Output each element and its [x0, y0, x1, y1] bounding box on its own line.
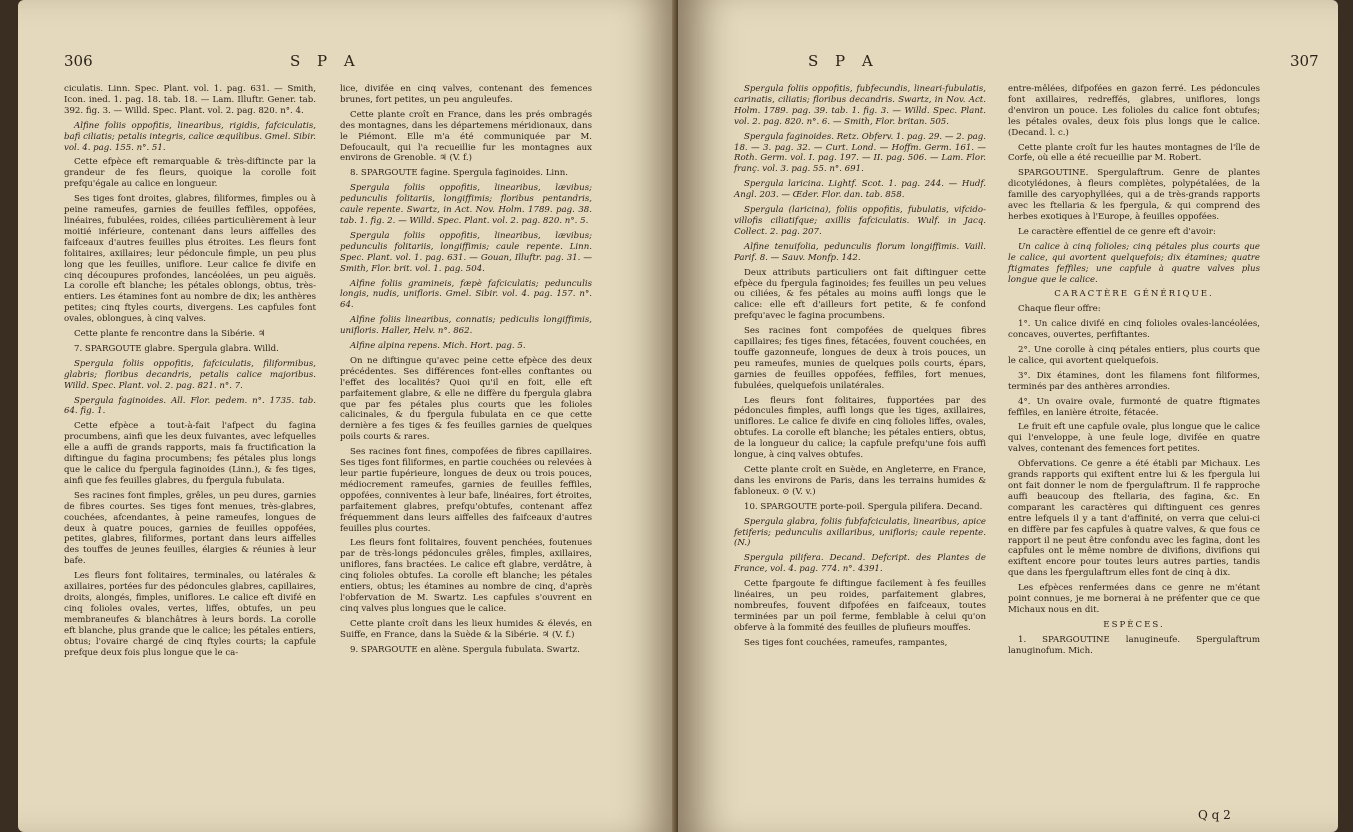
paragraph: Cette plante croît en Suède, en Angleterre, en France, dans les environs de Paris, dans les terrains humides & fabloneux. ⊙ (V. v.) [734, 465, 986, 497]
paragraph: Cette plante croît fur les hautes montagnes de l'île de Corfe, où elle a été recueillie par M. Robert. [1008, 142, 1260, 164]
paragraph: Le caractère effentiel de ce genre eft d'avoir: [1018, 226, 1216, 237]
text-column-left-1 [64, 84, 316, 662]
paragraph: Alfine foliis oppofitis, linearibus, rigidis, fafciculatis, bafi ciliatis; petalis integris, calice æquilibus. Gmel. Sibir. vol. 4. pag. 155. n°. 51. [64, 120, 316, 153]
paragraph: Spergula faginoides. Retz. Obferv. 1. pag. 29. — 2. pag. 18. — 3. pag. 32. — Curt. Lond. — Hoffm. Germ. 161. — Roth. Germ. vol. I. pag. 197. — II. pag. 506. — Lam. Flor. franç. vol. 3. pag. 55. n°. 691. [734, 131, 986, 175]
text-column-left-2 [340, 84, 592, 660]
running-head: S P A [290, 52, 361, 70]
paragraph: Alfine foliis linearibus, connatis; pediculis longiffimis, unifloris. Haller, Helv. n°. 862. [340, 315, 592, 337]
right-page [678, 0, 1338, 832]
paragraph: Alfine alpina repens. Mich. Hort. pag. 5. [350, 341, 526, 352]
paragraph: Les fleurs font folitaires, terminales, ou latérales & axillaires, portées fur des pédoncules glabres, capillaires, droits, alongés, fimples, uniflores. Le calice eft divifé en cinq folioles ovales, vertes, liffes, obtufes, un peu membraneufes & blanchâtres à leurs bords. La corolle eft blanche, plus grande que le calice; les pétales entiers, obtus; l'ovaire chargé de cinq ftyles courts; la capfule prefque deux fois plus longue que le ca- [64, 571, 316, 658]
paragraph: On ne diftingue qu'avec peine cette efpèce des deux précédentes. Ses différences font-elles conftantes ou l'effet des localités? Quoi qu'il en foit, elle eft parfaitement glabre, & elle ne diffère du fpergula glabra que par fes pétales plus courts que les folioles calicinales, & du fpergula fubulata en ce que cette dernière a fes tiges & fes feuilles garnies de quelques poils courts & rares. [340, 355, 592, 443]
paragraph: 2°. Une corolle à cinq pétales entiers, plus courts que le calice, qui avortent quelquefois. [1008, 345, 1260, 366]
paragraph: ciculatis. Linn. Spec. Plant. vol. 1. pag. 631. — Smith, Icon. ined. 1. pag. 18. tab. 18. — Lam. Illuftr. Gener. tab. 392. fig. 3. — Willd. Spec. Plant. vol. 2. pag. 820. n°. 4. [64, 84, 316, 116]
paragraph: entre-mêlées, difpofées en gazon ferré. Les pédoncules font axillaires, redreffés, glabres, uniflores, longs d'environ un pouce. Les folioles du calice font obtufes; les pétales ovales, deux fois plus longs que le calice. (Decand. l. c.) [1008, 84, 1260, 138]
paragraph: Alfine tenuifolia, pedunculis florum longiffimis. Vaill. Parif. 8. — Sauv. Monfp. 142. [734, 241, 986, 263]
paragraph: SPARGOUTINE. Spergulaftrum. Genre de plantes dicotylédones, à fleurs complètes, polypétalées, de la famille des caryophyllées, qui a de très-grands rapports avec les ftellaria & les fpergula, & qui comprend des herbes exotiques à l'Europe, à feuilles oppofées. [1008, 168, 1260, 222]
paragraph: ESPÈCES. [1103, 619, 1165, 630]
paragraph: 3°. Dix étamines, dont les filamens font filiformes, terminés par des anthères arrondies. [1008, 370, 1260, 392]
left-page [18, 0, 678, 832]
paragraph: Spergula foliis oppofitis, linearibus, lævibus; pedunculis folitariis, longiffimis; caule repente. Linn. Spec. Plant. vol. 1. pag. 631. — Gouan, Illuftr. pag. 31. — Smith, Flor. brit. vol. 1. pag. 504. [340, 230, 592, 274]
signature-mark: Q q 2 [1198, 808, 1231, 822]
page-number: 306 [64, 52, 93, 70]
paragraph: Deux attributs particuliers ont fait diftinguer cette efpèce du fpergula faginoides; fes feuilles un peu velues ou ciliées, & fes pétales au moins auffi longs que le calice: elle eft d'ailleurs fort petite, & fe confond prefqu'avec le fagina procumbens. [734, 267, 986, 322]
paragraph: Le fruit eft une capfule ovale, plus longue que le calice qui l'enveloppe, à une feule loge, divifée en quatre valves, contenant des femences fort petites. [1008, 422, 1260, 455]
page-number: 307 [1290, 52, 1319, 70]
paragraph: 9. SPARGOUTE en alène. Spergula fubulata. Swartz. [350, 644, 580, 655]
paragraph: 7. SPARGOUTE glabre. Spergula glabra. Willd. [74, 343, 279, 354]
paragraph: 8. SPARGOUTE fagine. Spergula faginoides. Linn. [350, 168, 568, 179]
paragraph: Les fleurs font folitaires, fouvent penchées, foutenues par de très-longs pédoncules grêles, fimples, axillaires, uniflores, fans bractées. Le calice eft glabre, verdâtre, à cinq folioles obtufes. La corolle eft blanche; les pétales entiers, obtus; les étamines au nombre de cinq, d'après l'obfervation de M. Swartz. Les capfules s'ouvrent en cinq valves plus longues que le calice. [340, 538, 592, 614]
paragraph: Alfine foliis gramineis, fæpè fafciculatis; pedunculis longis, nudis, unifloris. Gmel. Sibir. vol. 4. pag. 157. n°. 64. [340, 278, 592, 311]
paragraph: Un calice à cinq folioles; cinq pétales plus courts que le calice, qui avortent quelquefois; dix étamines; quatre ftigmates feffiles; une capfule à quatre valves plus longue que le calice. [1008, 241, 1260, 285]
paragraph: Cette plante fe rencontre dans la Sibérie. ♃ [74, 329, 266, 340]
paragraph: Spergula foliis oppofitis, linearibus, lævibus; pedunculis folitariis, longiffimis; floribus pentandris, caule repente. Swartz, in Act. Nov. Holm. 1789. pag. 38. tab. 1. fig. 2. — Willd. Spec. Plant. vol. 2. pag. 820. n°. 5. [340, 183, 592, 226]
paragraph: Ses tiges font droites, glabres, filiformes, fimples ou à peine rameufes, garnies de feuilles feffiles, oppofées, linéaires, fubulées, roides, ciliées particulièrement à leur moitié inférieure, contenant dans leurs aiffelles des faifceaux d'autres feuilles plus étroites. Les fleurs font folitaires, axillaires; leur pédoncule fimple, un peu plus long que les feuilles, uniflore. Leur calice fe divife en cinq découpures profondes, lancéolées, un peu aiguës. La corolle eft blanche; les pétales oblongs, obtus, très-entiers. Les étamines font au nombre de dix; les anthères petites; cinq ftyles courts, divergens. Les capfules font ovales, oblongues, à cinq valves. [64, 194, 316, 325]
paragraph: Spergula laricina. Lightf. Scot. 1. pag. 244. — Hudf. Angl. 203. — Œder. Flor. dan. tab. 858. [734, 179, 986, 201]
paragraph: Spergula foliis oppofitis, fafciculatis, filiformibus, glabris; floribus decandris, petalis calice majoribus. Willd. Spec. Plant. vol. 2. pag. 821. n°. 7. [64, 358, 316, 391]
paragraph: CARACTÈRE GÉNÉRIQUE. [1054, 289, 1214, 300]
text-column-right-2 [1008, 84, 1260, 661]
paragraph: Cette efpèce eft remarquable & très-diftincte par la grandeur de fes fleurs, quoique la corolle foit prefqu'égale au calice en longueur. [64, 157, 316, 190]
paragraph: Obfervations. Ce genre a été établi par Michaux. Les grands rapports qui exiftent entre lui & les fpergula lui ont fait donner le nom de fpergulaftrum. Il fe rapproche auffi beaucoup des ftellaria, des fagina, &c. En comparant les caractères qui diftinguent ces genres entre lefquels il y a tant d'affinité, on verra que celui-ci en diffère par fes capfules à quatre valves, & que fous ce rapport il ne peut être confondu avec les fagina, dont les capfules ont le même nombre de divifions, divifions qui exiftent encore pour toutes leurs autres parties, tandis que dans les fpergulaftrum elles font de cinq à dix. [1008, 459, 1260, 579]
paragraph: Chaque fleur offre: [1018, 304, 1101, 315]
paragraph: Cette plante croît en France, dans les prés ombragés des montagnes, dans les départemens méridionaux, dans le Piémont. Elle m'a été communiquée par M. Defoucault, qui l'a recueillie fur les montagnes aux environs de Grenoble. ♃ (V. f.) [340, 109, 592, 164]
running-head: S P A [808, 52, 879, 70]
paragraph: 1. SPARGOUTINE lanugineufe. Spergulaftrum lanuginofum. Mich. [1008, 634, 1260, 656]
paragraph: Ses racines font compofées de quelques fibres capillaires; fes tiges fines, fétacées, fouvent couchées, en touffe gazonneufe, longues de deux à trois pouces, un peu rameufes, munies de quelques poils courts, épars, garnies de feuilles oppofées, feffiles, fort menues, fubulées, quelquefois unilatérales. [734, 326, 986, 391]
paragraph: Les efpèces renfermées dans ce genre ne m'étant point connues, je me bornerai à ne préfenter que ce que Michaux nous en dit. [1008, 583, 1260, 615]
paragraph: Ses racines font fimples, grêles, un peu dures, garnies de fibres courtes. Ses tiges font menues, très-glabres, couchées, afcendantes, à peine rameufes, longues de deux à quatre pouces, garnies de feuilles oppofées, petites, glabres, filiformes, portant dans leurs aiffelles des touffes de jeunes feuilles, élargies & réunies à leur bafe. [64, 490, 316, 567]
paragraph: 1°. Un calice divifé en cinq folioles ovales-lancéolées, concaves, ouvertes, perfiftantes. [1008, 319, 1260, 341]
paragraph: Cette fpargoute fe diftingue facilement à fes feuilles linéaires, un peu roides, parfaitement glabres, nombreufes, fouvent difpofées en faifceaux, toutes terminées par un poil ferme, femblable à celui qu'on obferve à la fommité des feuilles de plufieurs mouffes. [734, 579, 986, 633]
paragraph: lice, divifée en cinq valves, contenant des femences brunes, fort petites, un peu anguleufes. [340, 84, 592, 105]
paragraph: 4°. Un ovaire ovale, furmonté de quatre ftigmates feffiles, en lanière étroite, fétacée. [1008, 396, 1260, 418]
paragraph: Cette plante croît dans les lieux humides & élevés, en Suiffe, en France, dans la Suède & la Sibérie. ♃ (V. f.) [340, 618, 592, 640]
paragraph: Ses tiges font couchées, rameufes, rampantes, [744, 637, 948, 648]
paragraph: Spergula faginoides. All. Flor. pedem. n°. 1735. tab. 64. fig. 1. [64, 395, 316, 417]
paragraph: Spergula (laricina), foliis oppofitis, fubulatis, vifcido-villofis ciliatifque; axillis fafciculatis. Wulf. in Jacq. Collect. 2. pag. 207. [734, 205, 986, 237]
paragraph: Cette efpèce a tout-à-fait l'afpect du fagina procumbens, ainfi que les deux fuivantes, avec lefquelles elle a auffi de grands rapports, mais fa fructification la diftingue du fagina procumbens; fes pétales plus longs que le calice du fpergula faginoides (Linn.), & fes tiges, ainfi que fes feuilles glabres, du fpergula fubulata. [64, 421, 316, 486]
text-column-right-1 [734, 84, 986, 653]
paragraph: Spergula pilifera. Decand. Defcript. des Plantes de France, vol. 4. pag. 774. n°. 4391. [734, 553, 986, 575]
paragraph: Ses racines font fines, compofées de fibres capillaires. Ses tiges font filiformes, en partie couchées ou relevées à leur partie fupérieure, longues de deux ou trois pouces, médiocrement rameufes, garnies de feuilles feffiles, oppofées, conniventes à leur bafe, linéaires, fort étroites, parfaitement glabres, prefqu'obtufes, contenant affez fréquemment dans leurs aiffelles des faifceaux d'autres feuilles plus courtes. [340, 447, 592, 534]
paragraph: Spergula foliis oppofitis, fubfecundis, lineari-fubulatis, carinatis, ciliatis; floribus decandris. Swartz, in Nov. Act. Holm. 1789. pag. 39. tab. 1. fig. 3. — Willd. Spec. Plant. vol. 2. pag. 820. n°. 6. — Smith, Flor. britan. 505. [734, 84, 986, 127]
paragraph: Spergula glabra, foliis fubfafciculatis, linearibus, apice fetiferis; pedunculis axillaribus, unifloris; caule repente. (N.) [734, 516, 986, 549]
paragraph: 10. SPARGOUTE porte-poil. Spergula pilifera. Decand. [744, 501, 983, 512]
paragraph: Les fleurs font folitaires, fupportées par des pédoncules fimples, auffi longs que les tiges, axillaires, uniflores. Le calice fe divife en cinq folioles liffes, ovales, obtufes. La corolle eft blanche; les pétales entiers, obtus, de la longueur du calice; la capfule prefqu'une fois auffi longue, à cinq valves obtufes. [734, 395, 986, 461]
